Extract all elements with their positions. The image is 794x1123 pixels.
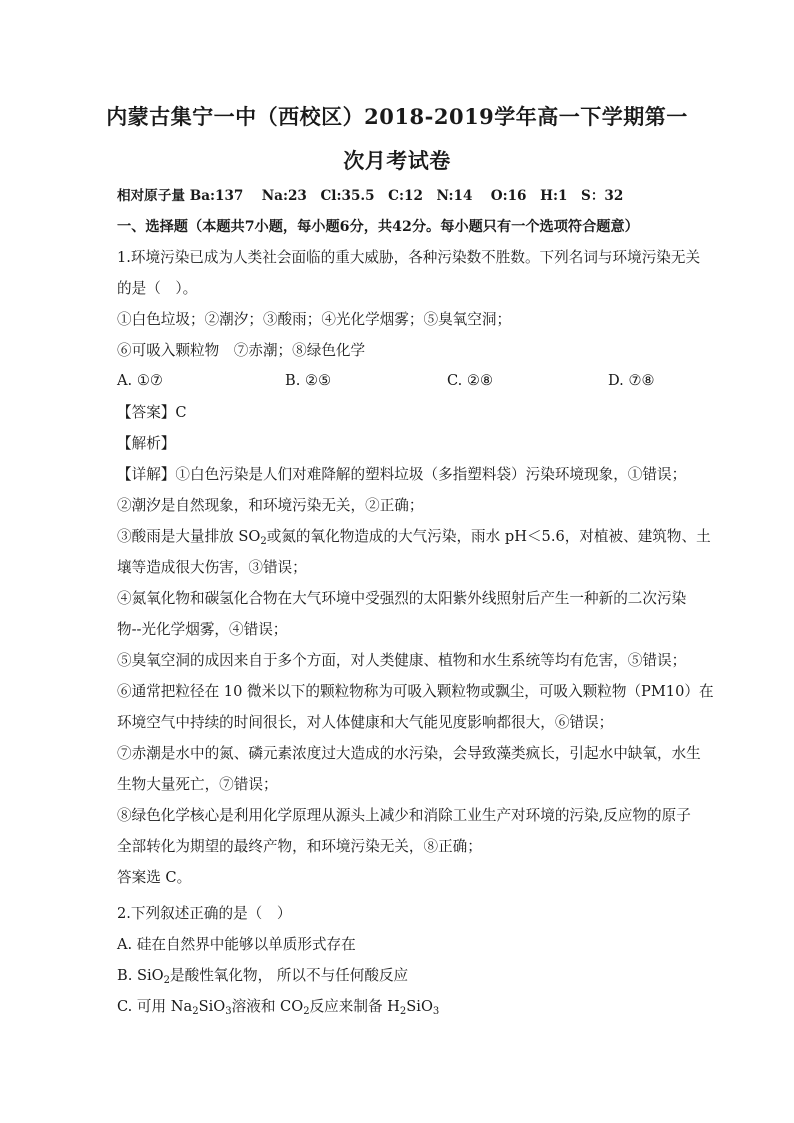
q1-stem-line1: 1.环境污染已成为人类社会面临的重大威胁，各种污染数不胜数。下列名词与环境污染无关 xyxy=(117,249,701,266)
subscript: 3 xyxy=(432,1006,440,1017)
q1-detail-line2: ②潮汐是自然现象，和环境污染无关，②正确； xyxy=(117,497,424,514)
q1-answer: 【答案】C xyxy=(117,404,187,421)
atomic-masses: 相对原子量 Ba:137 Na:23 Cl:35.5 C:12 N:14 O:16 H:1 S：32 xyxy=(117,188,624,204)
q1-detail-line3-part2: 或氮的氧化物造成的大气污染，雨水 pH＜5.6，对植被、建筑物、土 xyxy=(266,528,711,545)
q1-detail-line11: 生物大量死亡，⑦错误； xyxy=(117,776,278,793)
q2-option-a: A. 硅在自然界中能够以单质形式存在 xyxy=(117,936,356,953)
q1-detail-line3-part1: ③酸雨是大量排放 SO xyxy=(117,528,261,545)
q1-detail-line7: ⑤臭氧空洞的成因来自于多个方面，对人类健康、植物和水生系统等均有危害，⑤错误； xyxy=(117,652,687,669)
q2-option-b-part2: 是酸性氧化物， 所以不与任何酸反应 xyxy=(170,967,409,984)
q1-detail-line12: ⑧绿色化学核心是利用化学原理从源头上减少和消除工业生产对环境的污染,反应物的原子 xyxy=(117,807,691,824)
q1-options xyxy=(117,372,677,392)
q1-option-b: B. ②⑤ xyxy=(285,372,332,389)
exam-title-line1: 内蒙古集宁一中（西校区）2018-2019学年高一下学期第一 xyxy=(106,104,688,129)
subscript: 2 xyxy=(163,975,171,986)
q2-option-c xyxy=(117,997,439,1017)
q1-detail-line5: ④氮氧化物和碳氢化合物在大气环境中受强烈的太阳紫外线照射后产生一种新的二次污染 xyxy=(117,590,687,607)
q1-option-d: D. ⑦⑧ xyxy=(608,372,655,389)
q1-detail-line6: 物--光化学烟雾，④错误； xyxy=(117,621,288,638)
q1-detail-line13: 全部转化为期望的最终产物，和环境污染无关，⑧正确； xyxy=(117,838,482,855)
q2-option-c-part2: SiO xyxy=(198,998,226,1015)
subscript: 3 xyxy=(225,1006,232,1017)
subscript: 2 xyxy=(260,536,267,547)
q1-detail-line9: 环境空气中持续的时间很长，对人体健康和大气能见度影响都很大，⑥错误； xyxy=(117,714,614,731)
subscript: 2 xyxy=(303,1006,310,1017)
q2-option-c-part3: 溶液和 CO xyxy=(231,998,304,1015)
q1-items-line2: ⑥可吸入颗粒物 ⑦赤潮；⑧绿色化学 xyxy=(117,342,366,359)
q1-detail-line1: 【详解】①白色污染是人们对难降解的塑料垃圾（多指塑料袋）污染环境现象，①错误； xyxy=(117,466,687,483)
subscript: 2 xyxy=(192,1006,199,1017)
q1-items-line1: ①白色垃圾；②潮汐；③酸雨；④光化学烟雾；⑤臭氧空洞； xyxy=(117,311,512,328)
q2-option-c-part4: 反应来制备 H xyxy=(309,998,400,1015)
q1-detail-line14: 答案选 C。 xyxy=(117,869,192,886)
subscript: 2 xyxy=(399,1006,407,1017)
q1-analysis-label: 【解析】 xyxy=(117,435,176,452)
q1-detail-line8: ⑥通常把粒径在 10 微米以下的颗粒物称为可吸入颗粒物或飘尘，可吸入颗粒物（PM10）在 xyxy=(117,683,714,700)
q1-stem-line2: 的是（ ）。 xyxy=(117,280,198,297)
q1-detail-line4: 壤等造成很大伤害，③错误； xyxy=(117,559,307,576)
q2-option-c-part1: C. 可用 Na xyxy=(117,998,193,1015)
q1-detail-line3 xyxy=(117,527,711,547)
exam-title-line2: 次月考试卷 xyxy=(343,148,451,173)
q1-option-c: C. ②⑧ xyxy=(447,372,494,389)
section1-heading: 一、选择题（本题共7小题，每小题6分，共42分。每小题只有一个选项符合题意） xyxy=(117,219,639,235)
q2-option-b xyxy=(117,966,408,986)
q1-detail-line10: ⑦赤潮是水中的氮、磷元素浓度过大造成的水污染，会导致藻类疯长，引起水中缺氧，水生 xyxy=(117,745,701,762)
q2-option-c-part5: SiO xyxy=(406,998,433,1015)
q1-option-a: A. ①⑦ xyxy=(117,372,163,389)
q2-option-b-part1: B. SiO xyxy=(117,967,164,984)
q2-stem: 2.下列叙述正确的是（ ） xyxy=(117,905,292,922)
